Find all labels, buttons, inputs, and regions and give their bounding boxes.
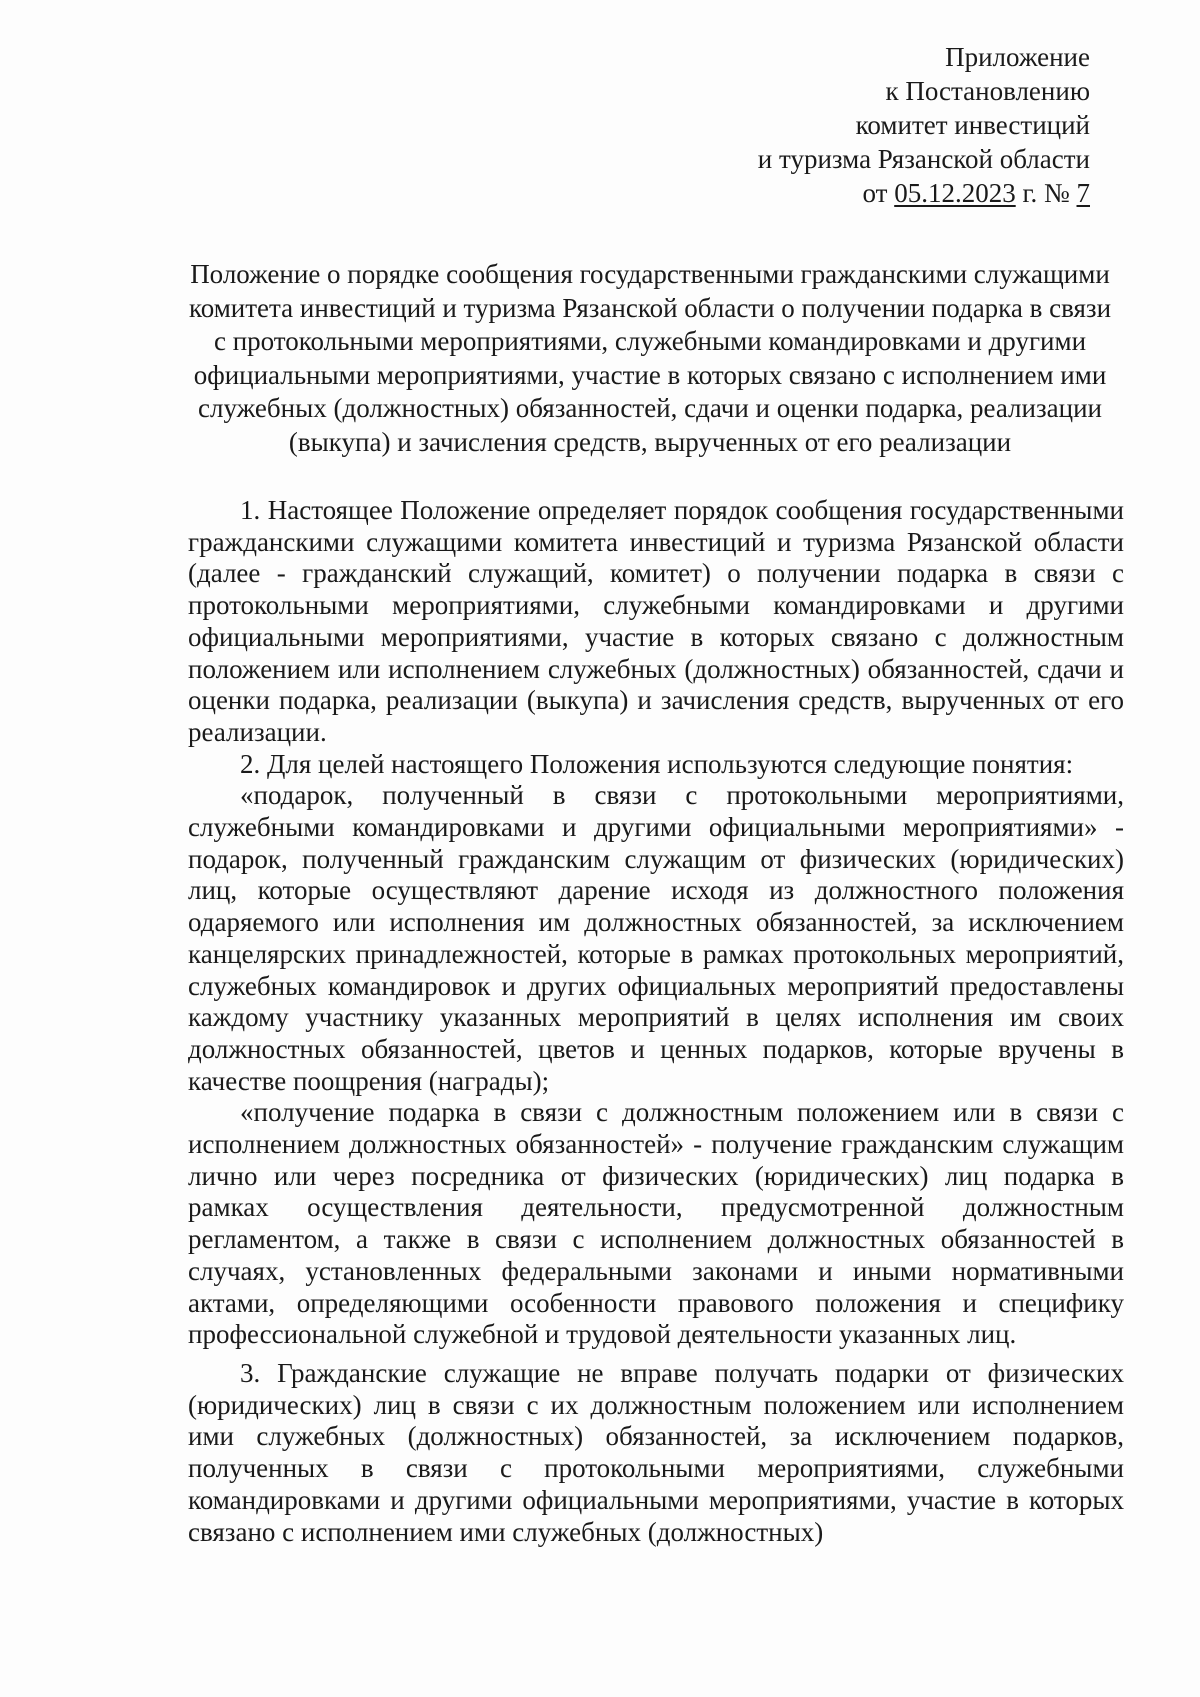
paragraph-2: 2. Для целей настоящего Положения используются следующие понятия:: [240, 748, 1074, 779]
definition-gift: «подарок, полученный в связи с протокольными мероприятиями, служебными командировками и другими официальными мероприятиями» - подарок, полученный гражданским служащим от физических (юридических) лиц, которые осуществляют дарение исходя из должностного положения одаряемого или исполнения им должностных обязанностей, за исключением канцелярских принадлежностей, которые в рамках протокольных мероприятий, служебных командировок и других официальных мероприятий предоставлены каждому участнику указанных мероприятий в целях исполнения им своих должностных обязанностей, цветов и ценных подарков, которые вручены в качестве поощрения (награды);: [188, 780, 1124, 1096]
date-prefix: от: [862, 178, 888, 208]
number-prefix: г. №: [1022, 178, 1070, 208]
appendix-line-1: Приложение: [945, 42, 1090, 72]
appendix-date-line: [758, 176, 1090, 210]
appendix-line-2: к Постановлению: [885, 76, 1090, 106]
paragraph-1: 1. Настоящее Положение определяет порядок сообщения государственными гражданскими служащими комитета инвестиций и туризма Рязанской области (далее - гражданский служащий, комитет) о получении подарка в связи с протокольными мероприятиями, служебными командировками и другими официальными мероприятиями, участие в которых связано с должностным положением или исполнением служебных (должностных) обязанностей, сдачи и оценки подарка, реализации (выкупа) и зачисления средств, вырученных от его реализации.: [188, 495, 1124, 747]
definition-receipt: «получение подарка в связи с должностным положением или в связи с исполнением должностных обязанностей» - получение гражданским служащим лично или через посредника от физических (юридических) лиц подарка в рамках осуществления деятельности, предусмотренной должностным регламентом, а также в связи с исполнением должностных обязанностей в случаях, установленных федеральными законами и иными нормативными актами, определяющими особенности правового положения и специфику профессиональной служебной и трудовой деятельности указанных лиц.: [188, 1097, 1124, 1350]
appendix-line-4: и туризма Рязанской области: [757, 144, 1090, 174]
paragraph-3: 3. Гражданские служащие не вправе получать подарки от физических (юридических) лиц в связи с их должностным положением или исполнением ими служебных (должностных) обязанностей, за исключением подарков, полученных в связи с протокольными мероприятиями, служебными командировками и другими официальными мероприятиями, участие в которых связано с исполнением ими служебных (должностных): [188, 1357, 1124, 1547]
document-title: Положение о порядке сообщения государственными гражданскими служащими комитета инвестиций и туризма Рязанской области о получении подарка в связи с протокольными мероприятиями, служебными командировками и другими официальными мероприятиями, участие в которых связано с исполнением ими служебных (должностных) обязанностей, сдачи и оценки подарка, реализации (выкупа) и зачисления средств, вырученных от его реализации: [188, 259, 1112, 457]
appendix-line-3: комитет инвестиций: [855, 110, 1090, 140]
decree-date: 05.12.2023: [894, 178, 1016, 208]
appendix-header: [758, 40, 1090, 210]
decree-number: 7: [1076, 178, 1090, 208]
document-body: [188, 495, 1124, 1548]
